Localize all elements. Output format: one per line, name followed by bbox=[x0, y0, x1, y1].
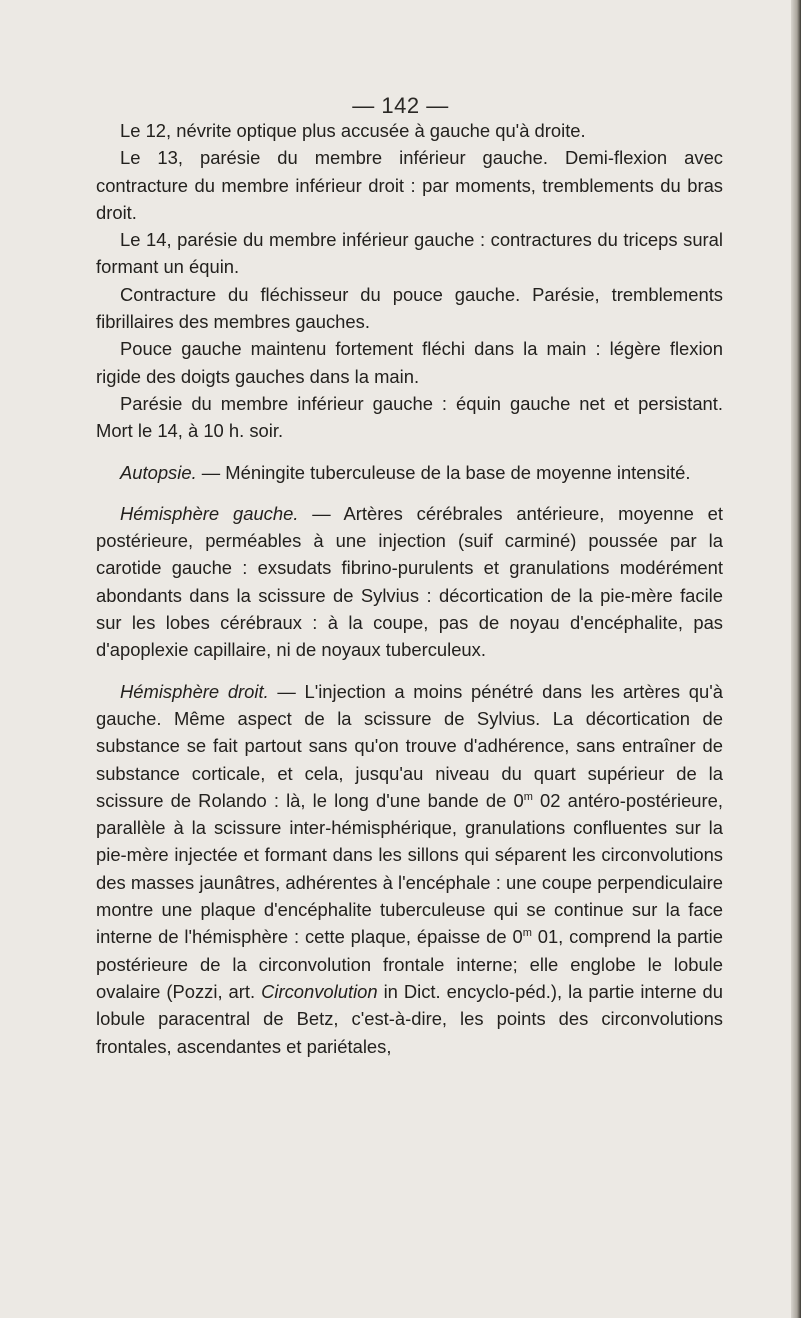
hemisphere-droit-text-d: in Dict. encyclo-péd.), la partie interne du lobule paracentral de Betz, c'est-à-dire, les points des circonvolutions frontales, ascendantes et pariétales, bbox=[96, 980, 724, 1057]
hemisphere-droit-text-b: 02 antéro-postérieure, parallèle à la scissure inter-hémisphérique, granulations confluentes sur la pie-mère injectée et formant dans les sillons qui séparent les circonvolutions des masses jaunâtres, adhérentes à l'encéphale : une coupe perpendiculaire montre une plaque d'encéphalite tuberculeuse qui se continue sur la face interne de l'hémisphère : cette plaque, épaisse de 0 bbox=[96, 789, 724, 948]
paragraph-contracture: Contracture du fléchisseur du pouce gauche. Parésie, tremblements fibrillaires des membres gauches. bbox=[96, 283, 723, 333]
body-text bbox=[96, 117, 723, 1060]
paragraph-day-12: Le 12, névrite optique plus accusée à gauche qu'à droite. bbox=[120, 120, 586, 141]
hemisphere-droit-text-a: — L'injection a moins pénétré dans les artères qu'à gauche. Même aspect de la scissure de Sylvius. La décortication de substance se fait partout sans qu'on trouve d'adhérence, sans entraîner de substance corticale, et cela, jusqu'au niveau du quart supérieur de la scissure de Rolando : là, le long d'une bande de 0 bbox=[96, 680, 723, 811]
page-edge-shadow bbox=[791, 0, 801, 1318]
paragraph-hemisphere-droit bbox=[96, 678, 723, 1060]
paragraph-hemisphere-gauche bbox=[96, 500, 723, 664]
paragraph-death: Parésie du membre inférieur gauche : équin gauche net et persistant. Mort le 14, à 10 h. soir. bbox=[96, 392, 723, 442]
paragraph-day-13: Le 13, parésie du membre inférieur gauche. Demi-flexion avec contracture du membre inférieur droit : par moments, tremblements du bras droit. bbox=[96, 147, 723, 223]
hemisphere-droit-text-c: 01, comprend la partie postérieure de la circonvolution frontale interne; elle englobe le lobule ovalaire (Pozzi, art. bbox=[96, 926, 723, 1002]
autopsie-lead: Autopsie. bbox=[120, 461, 197, 483]
hemisphere-droit-lead: Hémisphère droit. bbox=[120, 680, 269, 702]
unit-meter-sup-a: m bbox=[523, 790, 533, 803]
autopsie-text: — Méningite tuberculeuse de la base de moyenne intensité. bbox=[196, 461, 691, 483]
circonvolution-italic: Circonvolution bbox=[261, 980, 378, 1002]
page-number: — 142 — bbox=[352, 93, 449, 118]
unit-meter-sup-b: m bbox=[522, 927, 532, 940]
paragraph-day-14: Le 14, parésie du membre inférieur gauche : contractures du triceps sural formant un équin. bbox=[96, 229, 723, 278]
paragraph-autopsie bbox=[96, 459, 723, 486]
hemisphere-gauche-lead: Hémisphère gauche. bbox=[120, 502, 299, 524]
paragraph-pouce: Pouce gauche maintenu fortement fléchi dans la main : légère flexion rigide des doigts gauches dans la main. bbox=[96, 338, 723, 387]
hemisphere-gauche-text: — Artères cérébrales antérieure, moyenne et postérieure, perméables à une injection (suif carminé) poussée par la carotide gauche : exsudats fibrino-purulents et granulations modérément abondants dans la scissure de Sylvius : décortication de la pie-mère facile sur les lobes cérébraux : à la coupe, pas de noyau d'encéphalite, pas d'apoplexie capillaire, ni de noyaux tuberculeux. bbox=[96, 502, 723, 661]
